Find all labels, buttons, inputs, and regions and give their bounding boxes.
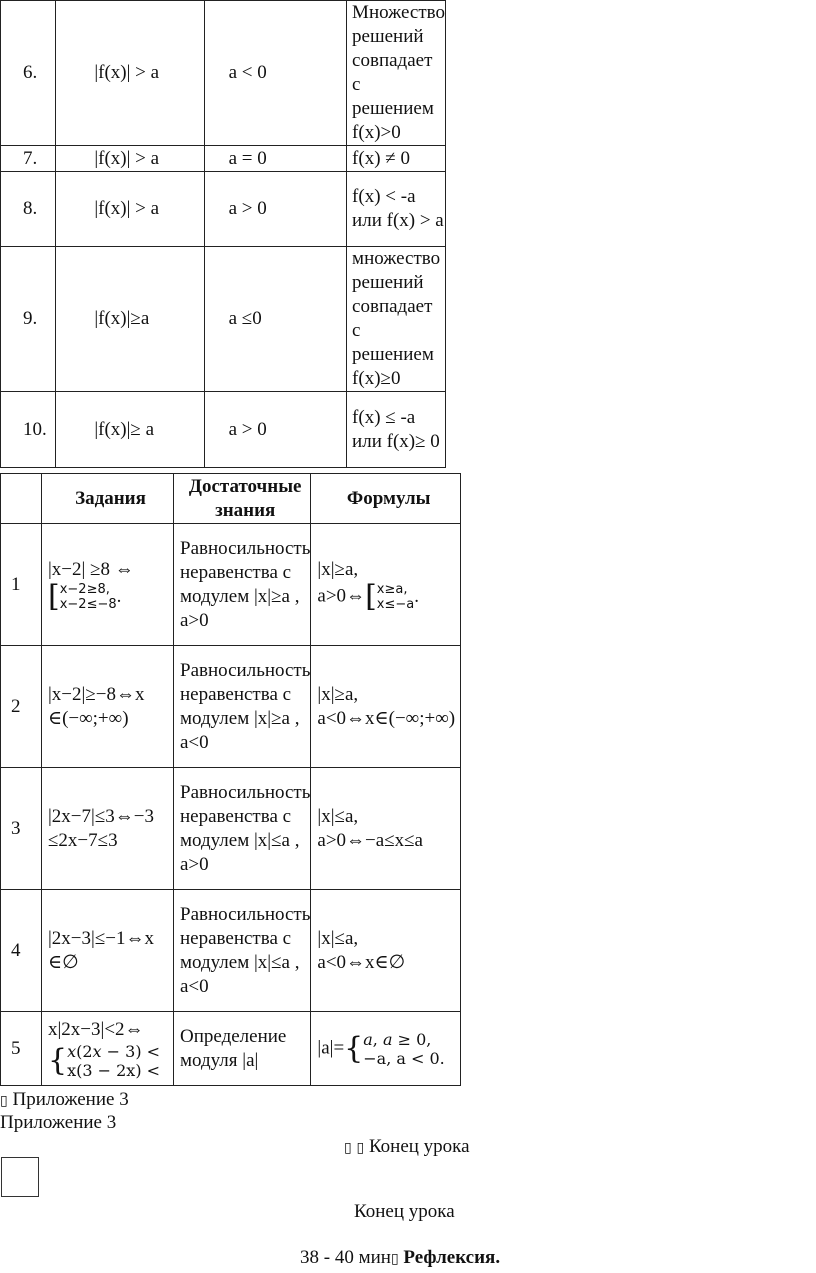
formula-system-end: .: [414, 585, 419, 607]
formula-cell: [311, 768, 461, 890]
appendix-marked-line: [0, 1089, 129, 1111]
row-condition: a > 0: [204, 392, 346, 468]
formula-text: a>0⇔: [317, 584, 366, 606]
row-number: 8.: [1, 172, 56, 247]
task-number: 1: [1, 524, 42, 646]
task-cell: |2x−7|≤3⇔−3 ≤2x−7≤3: [42, 768, 174, 890]
formula-system-line: 𝑎, 𝑎 ≥ 0,: [363, 1029, 432, 1049]
table-header-row: [1, 474, 461, 524]
formula-text: |x|≥a,: [317, 683, 359, 705]
row-result: f(x) < -a или f(x) > a: [347, 172, 446, 247]
knowledge-cell: Равносильность неравенства с модулем |x|≥a , a>0: [174, 524, 311, 646]
inequality-table: [0, 0, 446, 468]
footer-time: 38 - 40 мин: [300, 1247, 391, 1268]
row-result: f(x) ≠ 0: [347, 146, 446, 172]
row-number: 6.: [1, 1, 56, 146]
row-result: Множество решений совпадает с решением f(x)>0: [347, 1, 446, 146]
tasks-table: [0, 473, 461, 1086]
table-row: [1, 524, 461, 646]
missing-glyph-icon: ▯: [356, 1140, 365, 1156]
formula-text: |a|=: [317, 1036, 345, 1058]
task-system-line: x−2≤−8: [59, 596, 117, 612]
formula-text: |x|≥a,: [317, 558, 359, 580]
table-row: [1, 1, 446, 146]
task-cell: |x−2|≥−8⇔x ∈(−∞;+∞): [42, 646, 174, 768]
task-text: x|2x−3|<2⇔: [48, 1018, 144, 1040]
task-system-end: .: [116, 585, 122, 607]
task-number: 5: [1, 1012, 42, 1086]
missing-glyph-icon: ▯: [0, 1093, 8, 1109]
empty-box: [1, 1157, 39, 1197]
formula-text: a<0⇔x∈∅: [317, 951, 406, 973]
row-number: 9.: [1, 247, 56, 392]
formula-cell: [311, 1012, 461, 1086]
formula-system-line: x≤−a: [376, 596, 415, 612]
table-row: [1, 247, 446, 392]
row-condition: a < 0: [204, 1, 346, 146]
formula-system: { 𝑎, 𝑎 ≥ 0, −a, a < 0.: [344, 1029, 445, 1068]
header-number: [1, 474, 42, 524]
row-number: 10.: [1, 392, 56, 468]
row-expression: |f(x)|≥a: [56, 247, 204, 392]
knowledge-cell: Равносильность неравенства с модулем |x|≥a , a<0: [174, 646, 311, 768]
formula-system-line: −a, a < 0.: [363, 1048, 445, 1068]
end-text: Конец урока: [354, 1201, 455, 1222]
task-cell: [42, 1012, 174, 1086]
knowledge-cell: Равносильность неравенства с модулем |x|≤a , a>0: [174, 768, 311, 890]
task-system: [ x−2≥8, x−2≤−8 .: [48, 578, 122, 614]
end-marked-text: Конец урока: [368, 1136, 470, 1157]
task-number: 2: [1, 646, 42, 768]
task-text: |x−2| ≥8 ⇔: [48, 558, 134, 580]
table-row: [1, 768, 461, 890]
row-expression: |f(x)| > a: [56, 172, 204, 247]
row-expression: |f(x)| > a: [56, 1, 204, 146]
formula-system: [ x≥a, x≤−a .: [365, 578, 419, 614]
row-number: 7.: [1, 146, 56, 172]
row-expression: |f(x)|≥ a: [56, 392, 204, 468]
task-system-line: 𝑥(2𝑥 − 3) <: [67, 1041, 161, 1061]
appendix-marked-text: Приложение 3: [12, 1089, 129, 1110]
task-system: { 𝑥(2𝑥 − 3) < x(3 − 2x) <: [48, 1041, 161, 1080]
table-row: [1, 146, 446, 172]
missing-glyph-icon: ▯: [390, 1251, 399, 1267]
row-result: f(x) ≤ -a или f(x)≥ 0: [347, 392, 446, 468]
formula-text: |x|≤a,: [317, 927, 359, 949]
end-marked-line: [344, 1136, 470, 1158]
row-condition: a = 0: [204, 146, 346, 172]
footer-reflection: Рефлексия.: [403, 1247, 501, 1268]
table-row: [1, 646, 461, 768]
formula-system-line: x≥a,: [376, 581, 408, 597]
header-knowledge: Достаточные знания: [174, 474, 311, 524]
formula-cell: [311, 646, 461, 768]
table-row: [1, 172, 446, 247]
formula-text: a>0⇔−a≤x≤a: [317, 829, 423, 851]
header-tasks: Задания: [42, 474, 174, 524]
formula-cell: [311, 890, 461, 1012]
row-condition: a ≤0: [204, 247, 346, 392]
task-cell: [42, 524, 174, 646]
knowledge-cell: Равносильность неравенства с модулем |x|≤a , a<0: [174, 890, 311, 1012]
formula-text: a<0⇔x∈(−∞;+∞): [317, 707, 456, 729]
missing-glyph-icon: ▯: [344, 1140, 352, 1156]
table-row: [1, 1012, 461, 1086]
appendix-text: Приложение 3: [0, 1112, 117, 1133]
task-system-line: x−2≥8,: [59, 581, 110, 597]
row-expression: |f(x)| > a: [56, 146, 204, 172]
task-number: 3: [1, 768, 42, 890]
table-row: [1, 890, 461, 1012]
formula-cell: [311, 524, 461, 646]
task-system-line: x(3 − 2x) <: [67, 1060, 161, 1080]
row-condition: a > 0: [204, 172, 346, 247]
formula-text: |x|≤a,: [317, 805, 359, 827]
row-result: множество решений совпадает с решением f(x)≥0: [347, 247, 446, 392]
task-cell: |2x−3|≤−1⇔x ∈∅: [42, 890, 174, 1012]
table-row: [1, 392, 446, 468]
knowledge-cell: Определение модуля |a|: [174, 1012, 311, 1086]
task-number: 4: [1, 890, 42, 1012]
header-formulas: Формулы: [311, 474, 461, 524]
footer-line: [300, 1247, 500, 1269]
